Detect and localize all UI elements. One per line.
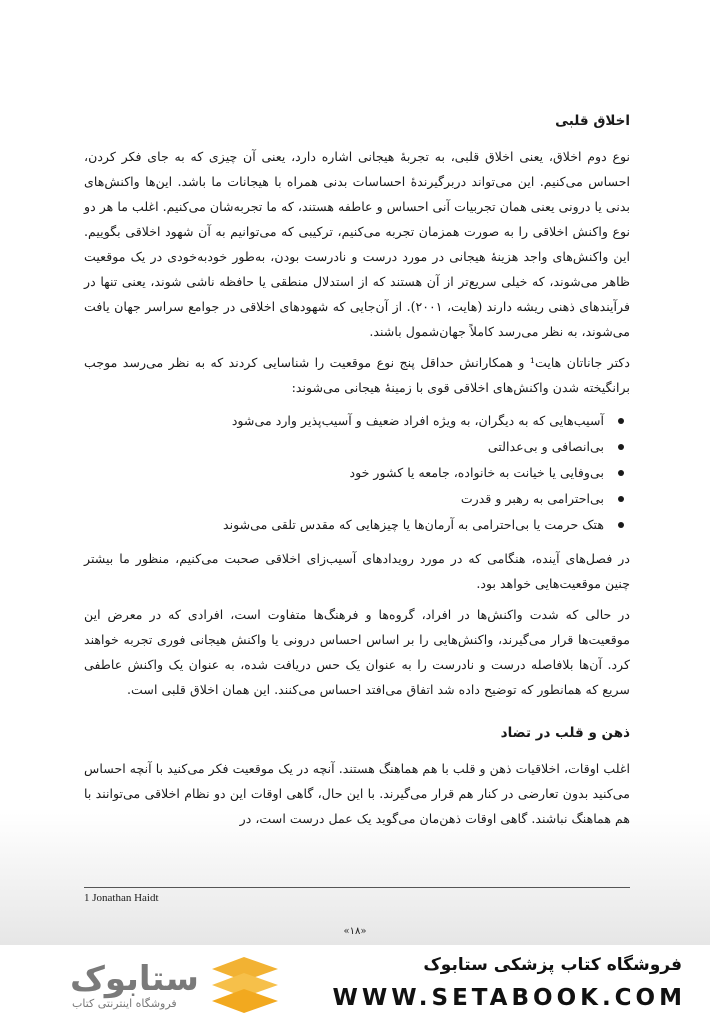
store-banner[interactable] — [0, 945, 710, 1023]
store-url-link[interactable]: WWW.SETABOOK.COM — [332, 985, 686, 1011]
setabook-logo[interactable] — [30, 953, 290, 1019]
section-heading-heart-ethics: اخلاق قلبی — [555, 113, 630, 129]
footnote: 1 Jonathan Haidt — [84, 892, 159, 904]
logo-tagline: فروشگاه اینترنتی کتاب — [72, 997, 177, 1010]
section-heading-mind-heart-conflict: ذهن و قلب در تضاد — [500, 725, 630, 741]
paragraph: در فصل‌های آینده، هنگامی که در مورد رویدادهای آسیب‌زای اخلاقی صحبت می‌کنیم، منظور ما بیشتر چنین موقعیت‌هایی خواهد بود. — [84, 551, 630, 591]
paragraph: دکتر جاناتان هایت¹ و همکارانش حداقل پنج نوع موقعیت را شناسایی کردند که به نظر می‌رسد موجب برانگیخته شدن واکنش‌های اخلاقی قوی با زمینهٔ هیجانی می‌شوند: — [84, 355, 630, 395]
list-item: بی‌وفایی یا خیانت به خانواده، جامعه یا کشور خود — [84, 460, 604, 486]
situations-list — [84, 408, 630, 538]
paragraph: در حالی که شدت واکنش‌ها در افراد، گروه‌ها و فرهنگ‌ها متفاوت است، افرادی که در معرض این موقعیت‌ها قرار می‌گیرند، واکنش‌هایی را بر اساس احساس درونی یا واکنش هیجانی فوری تجربه خواهند کرد. آن‌ها بلافاصله درست و نادرست را به عنوان یک حس دریافت شده، به عنوان یک واکنش عاطفی سریع که همانطور که توضیح داده شد اتفاق می‌افتد احساس می‌کنند. این همان اخلاق قلبی است. — [84, 607, 630, 697]
list-item: بی‌احترامی به رهبر و قدرت — [84, 486, 604, 512]
section-spacer — [84, 708, 630, 722]
paragraph: اغلب اوقات، اخلاقیات ذهن و قلب با هم هماهنگ هستند. آنچه در یک موقعیت فکر می‌کنید با آنچه احساس می‌کنید بدون تعارضی در کنار هم قرار می‌گیرند. با این حال، گاهی اوقات این دو نظام اخلاقی می‌توانند با هم هماهنگ نباشند. گاهی اوقات ذهن‌مان می‌گوید یک عمل درست است، در — [84, 761, 630, 826]
page-body — [84, 110, 630, 837]
store-title: فروشگاه کتاب پزشکی ستابوک — [423, 955, 682, 975]
logo-wordmark: ستابوک — [70, 959, 199, 999]
page-number: «۱۸» — [343, 926, 367, 937]
list-item: هتک حرمت یا بی‌احترامی به آرمان‌ها یا چیزهایی که مقدس تلقی می‌شوند — [84, 512, 604, 538]
paragraph: نوع دوم اخلاق، یعنی اخلاق قلبی، به تجربهٔ هیجانی اشاره دارد، یعنی آن چیزی که به جای فکر کردن، احساس می‌کنیم. این می‌تواند دربرگیرندهٔ احساسات بدنی همراه با هیجانات ما باشد. این‌ها واکنش‌های بدنی یا درونی یعنی همان تجربیات آنی احساس و عاطفه هستند، که ما تجربه‌شان می‌کنیم. اغلب ما هر دو نوع واکنش اخلاقی را به صورت همزمان تجربه می‌کنیم، ترکیبی که می‌توانیم به آن شهود اخلاقی بگوییم. این واکنش‌های واجد هزینهٔ هیجانی در مورد درست و نادرست بودن، به‌طور خودبه‌خودی در یک موقعیت ظاهر می‌شوند، که خیلی سریع‌تر از آن هستند که از استدلال منطقی یا حافظه ناشی شوند، یعنی تنها در فرآیندهای ذهنی ریشه دارند (هایت، ۲۰۰۱). از آن‌جایی که شهودهای اخلاقی در جوامع سراسر جهان یافت می‌شوند، به نظر می‌رسد کاملاً جهان‌شمول باشند. — [84, 149, 630, 339]
list-item: آسیب‌هایی که به دیگران، به ویژه افراد ضعیف و آسیب‌پذیر وارد می‌شود — [84, 408, 604, 434]
book-stack-icon — [210, 955, 280, 1017]
footnote-divider — [84, 887, 630, 888]
list-item: بی‌انصافی و بی‌عدالتی — [84, 434, 604, 460]
